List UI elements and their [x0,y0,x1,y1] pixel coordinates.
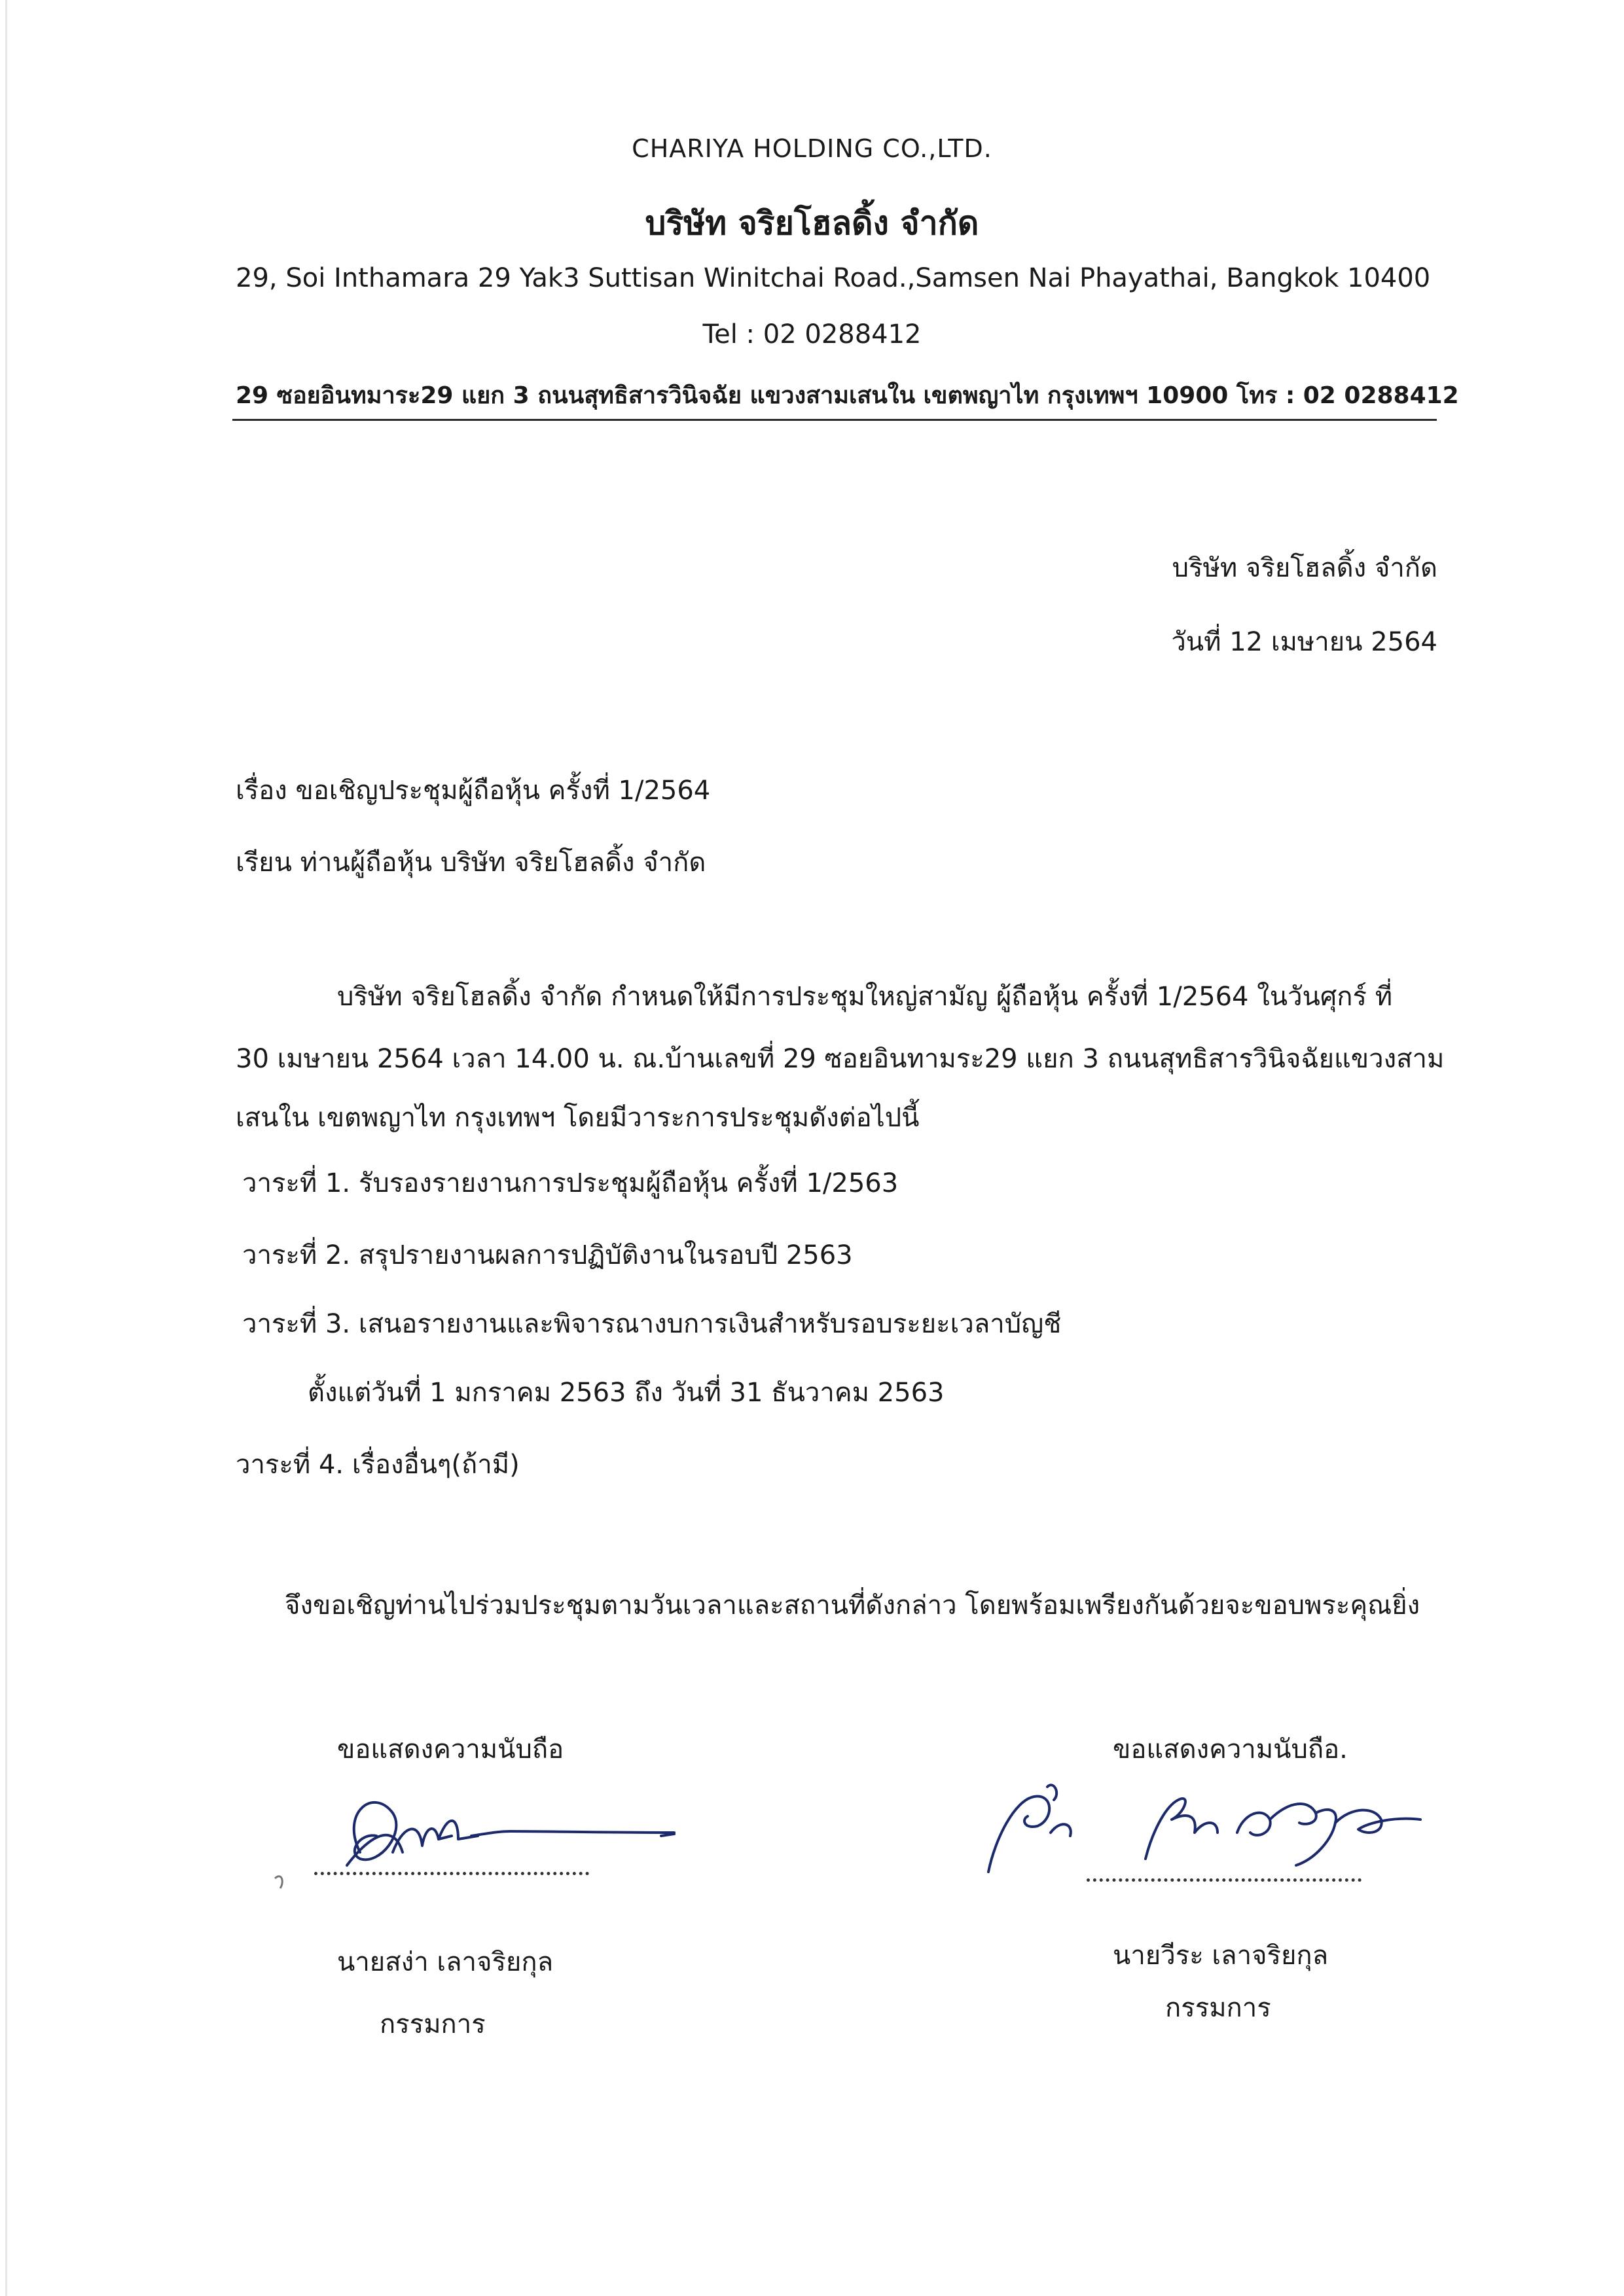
signature-line-left [314,1872,589,1875]
subject-line: เรื่อง ขอเชิญประชุมผู้ถือหุ้น ครั้งที่ 1/2564 [236,776,711,806]
body-paragraph-line-1: บริษัท จริยโฮลดิ้ง จำกัด กำหนดให้มีการประชุมใหญ่สามัญ ผู้ถือหุ้น ครั้งที่ 1/2564 ในวันศุกร์ ที่ [337,982,1393,1012]
body-paragraph-line-3: เสนใน เขตพญาไท กรุงเทพฯ โดยมีวาระการประชุมดังต่อไปนี้ [236,1103,920,1133]
agenda-item-4: วาระที่ 4. เรื่องอื่นๆ(ถ้ามี) [236,1450,520,1480]
header-divider [232,419,1437,421]
signer-name-right: นายวีระ เลาจริยกุล [1113,1941,1329,1971]
recipient-line: เรียน ท่านผู้ถือหุ้น บริษัท จริยโฮลดิ้ง จำกัด [236,848,706,878]
agenda-item-3-continued: ตั้งแต่วันที่ 1 มกราคม 2563 ถึง วันที่ 31 ธันวาคม 2563 [308,1378,945,1408]
regards-right: ขอแสดงความนับถือ. [1113,1734,1348,1765]
company-name-th: บริษัท จริยโฮลดิ้ง จำกัด [645,204,979,242]
signer-name-left: นายสง่า เลาจริยกุล [337,1947,554,1977]
signer-title-right: กรรมการ [1165,1993,1271,2023]
agenda-item-3: วาระที่ 3. เสนอรายงานและพิจารณางบการเงินสำหรับรอบระยะเวลาบัญชี [242,1309,1062,1339]
signature-line-right [1087,1878,1362,1882]
company-name-en: CHARIYA HOLDING CO.,LTD. [632,134,992,163]
body-paragraph-line-2: 30 เมษายน 2564 เวลา 14.00 น. ณ.บ้านเลขที่ 29 ซอยอินทามระ29 แยก 3 ถนนสุทธิสารวินิจฉัยแขวงสาม [236,1044,1445,1074]
address-th: 29 ซอยอินทมาระ29 แยก 3 ถนนสุทธิสารวินิจฉัย แขวงสามเสนใน เขตพญาไท กรุงเทพฯ 10900 โทร : 02 0288412 [236,382,1459,409]
letter-date: วันที่ 12 เมษายน 2564 [1171,627,1437,657]
signer-title-left: กรรมการ [380,2009,486,2039]
telephone: Tel : 02 0288412 [702,319,922,350]
regards-left: ขอแสดงความนับถือ [337,1734,564,1765]
closing-sentence: จึงขอเชิญท่านไปร่วมประชุมตามวันเวลาและสถานที่ดังกล่าว โดยพร้อมเพรียงกันด้วยจะขอบพระคุณยิ่ง [285,1590,1420,1621]
agenda-item-1: วาระที่ 1. รับรองรายงานการประชุมผู้ถือหุ้น ครั้งที่ 1/2563 [242,1168,899,1198]
signature-right [975,1761,1434,1892]
agenda-item-2: วาระที่ 2. สรุปรายงานผลการปฏิบัติงานในรอบปี 2563 [242,1240,853,1270]
sender-company: บริษัท จริยโฮลดิ้ง จำกัด [1172,553,1437,583]
address-en: 29, Soi Inthamara 29 Yak3 Suttisan Winitchai Road.,Samsen Nai Phayathai, Bangkok 10400 [236,263,1431,293]
